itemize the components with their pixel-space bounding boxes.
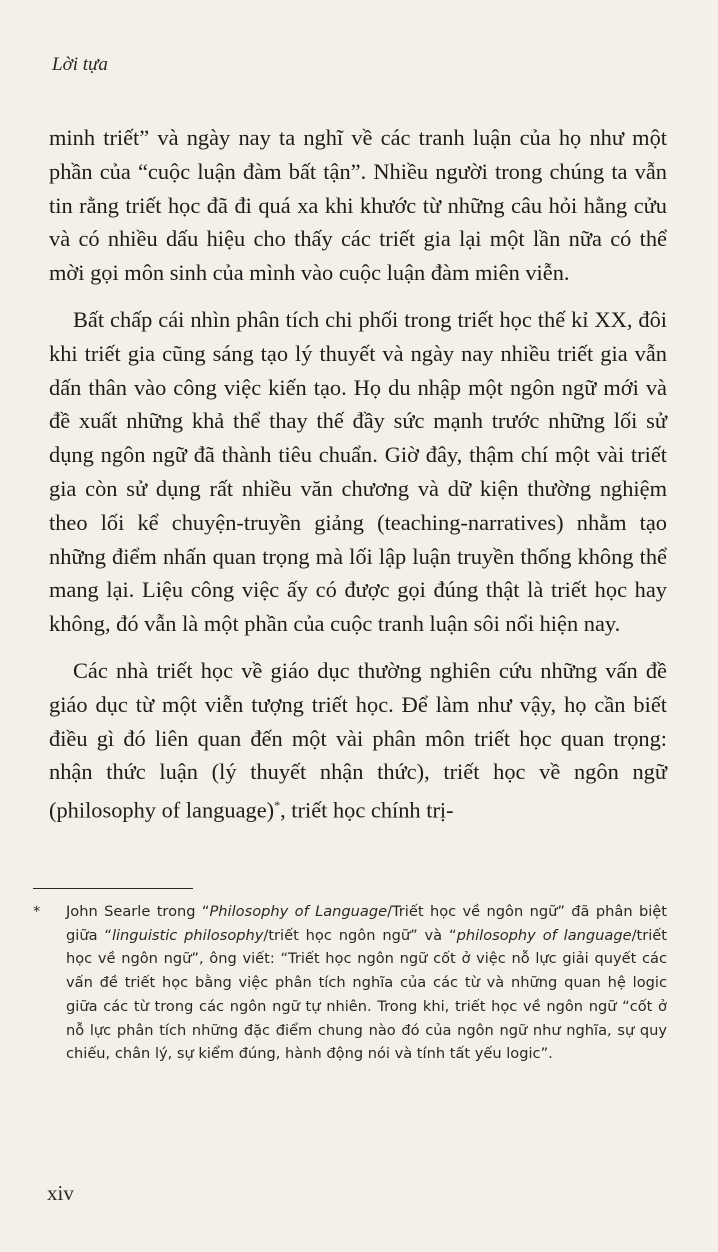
footnote-seg-2: Philosophy of Language	[209, 903, 388, 920]
paragraph-1: minh triết” và ngày nay ta nghĩ về các tranh luận của họ như một phần của “cuộc luận đàm bất tận”. Nhiều người trong chúng ta vẫn tin rằng triết học đã đi quá xa khi khước từ những câu hỏi hằng cửu và có nhiều dấu hiệu cho thấy các triết gia lại một lần nữa có thể mời gọi môn sinh của mình vào cuộc luận đàm miên viễn.	[49, 125, 667, 286]
footnote-text	[66, 900, 667, 1066]
footnote-rule	[33, 888, 193, 889]
paragraph-2: Bất chấp cái nhìn phân tích chi phối trong triết học thế kỉ XX, đôi khi triết gia cũng sáng tạo lý thuyết và ngày nay nhiều triết gia vẫn dấn thân vào công việc kiến tạo. Họ du nhập một ngôn ngữ mới và đề xuất những khả thể thay thế đầy sức mạnh trước những lối sử dụng ngôn ngữ đã thành tiêu chuẩn. Giờ đây, thậm chí một vài triết gia còn sử dụng rất nhiều văn chương và dữ kiện thường nghiệm theo lối kể chuyện-truyền giảng (teaching-narratives) nhằm tạo những điểm nhấn quan trọng mà lối lập luận truyền thống không thể mang lại. Liệu công việc ấy có được gọi đúng thật là triết học hay không, đó vẫn là một phần của cuộc tranh luận sôi nổi hiện nay.	[49, 306, 667, 637]
body-text	[49, 121, 667, 840]
footnote-seg-3: /Triết học về ngôn ngữ” đã phân biệt giữa “	[66, 903, 667, 944]
paragraph-3	[49, 654, 667, 827]
running-head: Lời tựa	[52, 54, 108, 75]
page-number: xiv	[47, 1181, 74, 1205]
footnote-seg-5: /triết học ngôn ngữ” và “	[263, 926, 457, 944]
footnote-mark: *	[33, 903, 41, 920]
footnote	[33, 900, 667, 1066]
paragraph-3-text: Các nhà triết học về giáo dục thường nghiên cứu những vấn đề giáo dục từ một viễn tượng triết học. Để làm như vậy, họ cần biết điều gì đó liên quan đến một vài phân môn triết học quan trọng: nhận thức luận (lý thuyết nhận thức), triết học về ngôn ngữ (philosophy of language)	[49, 657, 667, 823]
footnote-seg-6: philosophy of language	[456, 926, 632, 944]
footnote-seg-4: linguistic philosophy	[111, 926, 264, 944]
paragraph-3-end: , triết học chính trị-	[280, 797, 454, 823]
footnote-seg-7: /triết học về ngôn ngữ”, ông viết: “Triết học ngôn ngữ cốt ở việc nỗ lực giải quyết các vấn đề triết học bằng việc phân tích nghĩa của các từ và những quan hệ logic giữa các từ trong các ngôn ngữ tự nhiên. Trong khi, triết học về ngôn ngữ “cốt ở nỗ lực phân tích những đặc điểm chung nào đó của ngôn ngữ như nghĩa, sự quy chiếu, chân lý, sự kiểm đúng, hành động nói và tính tất yếu logic”.	[66, 926, 667, 1063]
footnote-seg-1: John Searle trong “	[66, 903, 210, 920]
footnote-reference: *	[274, 798, 281, 813]
